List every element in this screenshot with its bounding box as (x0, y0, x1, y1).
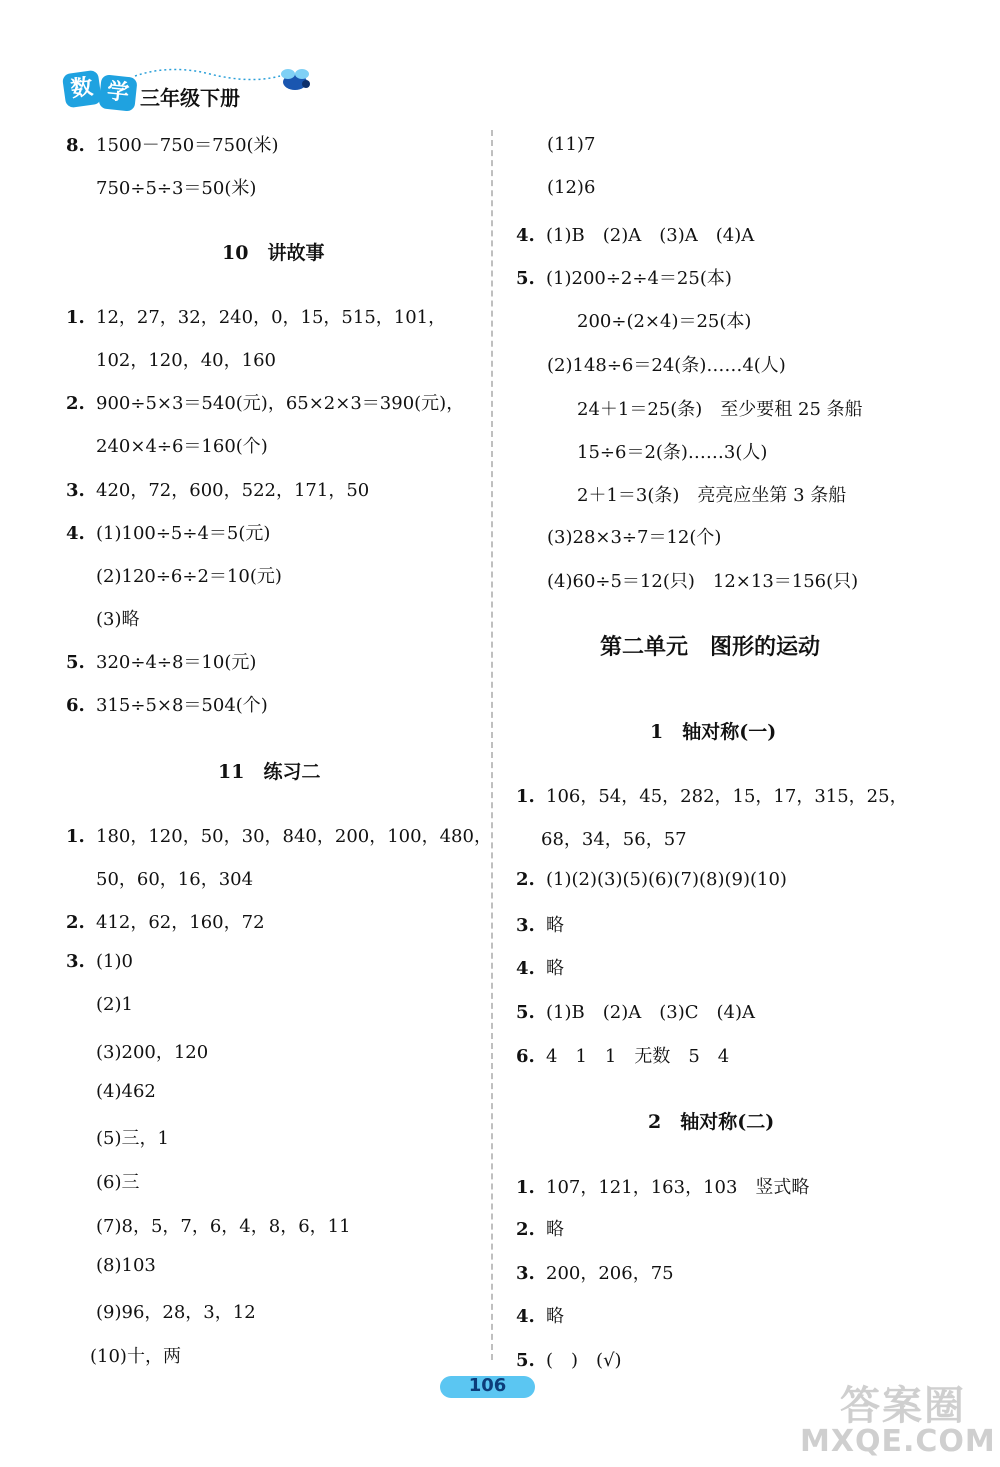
column-divider (491, 130, 493, 1360)
page-header (60, 62, 320, 110)
section-heading: 1 轴对称(一) (650, 721, 777, 743)
answer-line: 1. 12，27，32，240，0，15，515，101， (66, 307, 447, 328)
answer-line: 5. 320÷4÷8＝10(元) (66, 652, 257, 673)
unit-heading: 第二单元 图形的运动 (600, 634, 821, 660)
watermark-url: MXQE.COM (800, 1424, 996, 1459)
section-heading: 2 轴对称(二) (648, 1111, 775, 1133)
answer-line: 5. ( ) (√) (516, 1350, 622, 1371)
answer-line: (3)200，120 (96, 1042, 209, 1063)
answer-line: (11)7 (547, 134, 596, 155)
answer-line: 4. (1)B (2)A (3)A (4)A (516, 225, 755, 246)
grade-label: 三年级下册 (140, 86, 240, 110)
answer-line: (7)8，5，7，6，4，8，6，11 (96, 1216, 351, 1237)
answer-line: 15÷6＝2(条)……3(人) (577, 442, 768, 463)
page-number (440, 1372, 535, 1402)
answer-line: 3. 略 (516, 915, 564, 936)
answer-line: 4. 略 (516, 1306, 564, 1327)
answer-line: 2. 略 (516, 1219, 564, 1240)
answer-line: 240×4÷6＝160(个) (96, 436, 268, 457)
answer-line: (3)略 (96, 609, 140, 630)
page-number-text: 106 (468, 1375, 507, 1396)
answer-line: 2. (1)(2)(3)(5)(6)(7)(8)(9)(10) (516, 869, 787, 890)
answer-line: 3. 420，72，600，522，171，50 (66, 480, 370, 501)
answer-line: (2)120÷6÷2＝10(元) (96, 566, 282, 587)
watermark (800, 1380, 996, 1460)
badge-char-2: 学 (98, 74, 137, 112)
answer-line: 1. 180，120，50，30，840，200，100，480， (66, 826, 492, 847)
answer-line: 6. 4 1 1 无数 5 4 (516, 1046, 730, 1067)
answer-line: 6. 315÷5×8＝504(个) (66, 695, 268, 716)
answer-line: (9)96，28，3，12 (96, 1302, 256, 1323)
watermark-logo: 答案圈 (840, 1383, 966, 1429)
answer-line: 2. 900÷5×3＝540(元)，65×2×3＝390(元)， (66, 393, 465, 414)
answer-line: 68，34，56，57 (541, 829, 687, 850)
bee-icon (281, 69, 310, 90)
answer-line: (8)103 (96, 1255, 156, 1276)
answer-line: 2. 412，62，160，72 (66, 912, 265, 933)
answer-line: 200÷(2×4)＝25(本) (577, 311, 752, 332)
section-heading: 10 讲故事 (222, 242, 325, 264)
answer-line: 3. 200，206，75 (516, 1263, 674, 1284)
answer-line: 5. (1)B (2)A (3)C (4)A (516, 1002, 755, 1023)
answer-line: 8. 1500－750＝750(米) (66, 135, 279, 156)
answer-line: 2＋1＝3(条) 亮亮应坐第 3 条船 (577, 485, 847, 506)
answer-line: 1. 107，121，163，103 竖式略 (516, 1177, 810, 1198)
answer-line: (5)三，1 (96, 1128, 169, 1149)
answer-line: 50，60，16，304 (96, 869, 254, 890)
answer-line: (2)148÷6＝24(条)……4(人) (547, 355, 786, 376)
answer-line: (6)三 (96, 1172, 140, 1193)
answer-line: 4. 略 (516, 958, 564, 979)
answer-line: 750÷5÷3＝50(米) (96, 178, 257, 199)
answer-line: 5. (1)200÷2÷4＝25(本) (516, 268, 732, 289)
answer-line: 102，120，40，160 (96, 350, 276, 371)
answer-line: (4)462 (96, 1081, 156, 1102)
badge-char-1: 数 (62, 70, 102, 109)
subject-badge (60, 68, 138, 107)
answer-line: 4. (1)100÷5÷4＝5(元) (66, 523, 271, 544)
answer-line: (10)十，两 (90, 1346, 181, 1367)
section-heading: 11 练习二 (218, 761, 321, 783)
answer-line: 3. (1)0 (66, 951, 133, 972)
answer-line: (3)28×3÷7＝12(个) (547, 527, 722, 548)
answer-line: 24＋1＝25(条) 至少要租 25 条船 (577, 399, 863, 420)
answer-line: (12)6 (547, 177, 596, 198)
answer-line: 1. 106，54，45，282，15，17，315，25， (516, 786, 908, 807)
answer-line: (4)60÷5＝12(只) 12×13＝156(只) (547, 571, 859, 592)
answer-line: (2)1 (96, 994, 133, 1015)
